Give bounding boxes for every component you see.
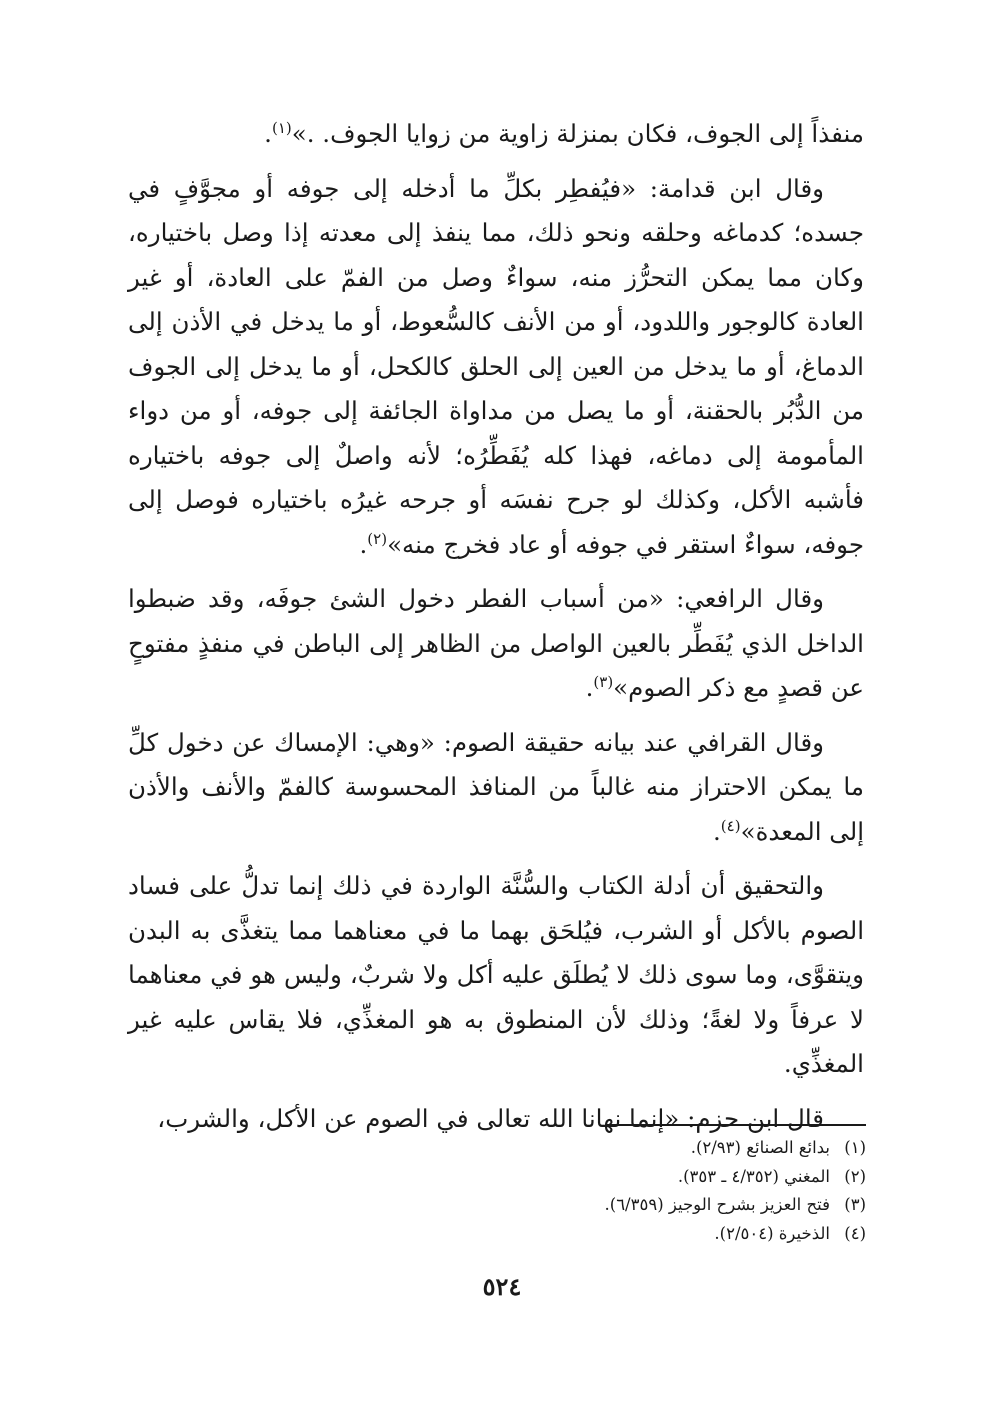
footnotes	[128, 1134, 866, 1248]
footnote-text: المغني (٤/٣٥٢ ـ ٣٥٣).	[677, 1166, 830, 1186]
footnote-ref-2: (٢)	[367, 529, 388, 548]
paragraph-text: منفذاً إلى الجوف، فكان بمنزلة زاوية من زوايا الجوف. .»	[291, 119, 864, 148]
paragraph-tail: .	[585, 673, 594, 702]
footnote-1	[128, 1134, 866, 1163]
footnote-2	[128, 1163, 866, 1192]
paragraph-tail: .	[359, 529, 368, 559]
paragraph-text: وقال الرافعي: «من أسباب الفطر دخول الشئ جوفَه، وقد ضبطوا الداخل الذي يُفَطِّر بالعين الواصل من الظاهر إلى الباطن في منفذٍ مفتوحٍ عن قصدٍ مع ذكر الصوم»	[128, 584, 864, 702]
footnote-number: (٤)	[844, 1223, 866, 1243]
footnote-text: بدائع الصنائع (٢/٩٣).	[690, 1138, 830, 1157]
paragraph-2	[128, 167, 864, 568]
footnote-text: الذخيرة (٢/٥٠٤).	[714, 1223, 830, 1243]
footnote-ref-1: (١)	[271, 118, 292, 137]
paragraph-text: والتحقيق أن أدلة الكتاب والسُّنَّة الواردة في ذلك إنما تدلُّ على فساد الصوم بالأكل أو الشرب، فيُلحَق بهما ما في معناهما مما يتغذَّى به البدن ويتقوَّى، وما سوى ذلك لا يُطلَق عليه أكل ولا شربٌ، وليس هو في معناهما لا عرفاً ولا لغةً؛ وذلك لأن المنطوق به هو المغذِّي، فلا يقاس عليه غير المغذِّي.	[128, 871, 864, 1078]
paragraph-1	[128, 112, 864, 157]
paragraph-tail: .	[264, 119, 272, 148]
paragraph-text: قال ابن حزم: «إنما نهانا الله تعالى في الصوم عن الأكل، والشرب،	[157, 1103, 824, 1133]
paragraph-5	[128, 864, 864, 1087]
footnote-ref-3: (٣)	[593, 672, 614, 691]
paragraph-tail: .	[713, 816, 721, 846]
footnote-number: (٢)	[844, 1166, 866, 1186]
footnote-3	[128, 1191, 866, 1220]
paragraph-4	[128, 721, 864, 855]
paragraph-3	[128, 577, 864, 711]
footnote-divider	[606, 1124, 866, 1126]
footnote-text: فتح العزيز بشرح الوجيز (٦/٣٥٩).	[604, 1195, 830, 1214]
page-number: ٥٢٤	[482, 1272, 522, 1301]
main-text	[128, 112, 864, 1151]
paragraph-text: وقال ابن قدامة: «فيُفطِر بكلِّ ما أدخله إلى جوفه أو مجوَّفٍ في جسده؛ كدماغه وحلقه ونحو ذلك، مما ينفذ إلى معدته إذا وصل باختياره، وكان مما يمكن التحرُّز منه، سواءٌ وصل من الفمّ على العادة، أو غير العادة كالوجور واللدود، أو من الأنف كالسُّعوط، أو ما يدخل في الأذن إلى الدماغ، أو ما يدخل من العين إلى الحلق كالكحل، أو ما يدخل إلى الجوف من الدُّبُر بالحقنة، أو ما يصل من مداواة الجائفة إلى جوفه، أو من دواء المأمومة إلى دماغه، فهذا كله يُفَطِّرُه؛ لأنه واصلٌ إلى جوفه باختياره فأشبه الأكل، وكذلك لو جرح نفسَه أو جرحه غيرُه باختياره فوصل إلى جوفه، سواءٌ استقر في جوفه أو عاد فخرج منه»	[128, 173, 864, 559]
footnote-number: (١)	[844, 1138, 866, 1157]
footnote-4	[128, 1220, 866, 1249]
footnote-ref-4: (٤)	[720, 816, 741, 835]
paragraph-text: وقال القرافي عند بيانه حقيقة الصوم: «وهي: الإمساك عن دخول كلِّ ما يمكن الاحتراز منه غالباً من المنافذ المحسوسة كالفمّ والأنف والأذن إلى المعدة»	[128, 727, 864, 846]
footnote-number: (٣)	[844, 1195, 866, 1214]
